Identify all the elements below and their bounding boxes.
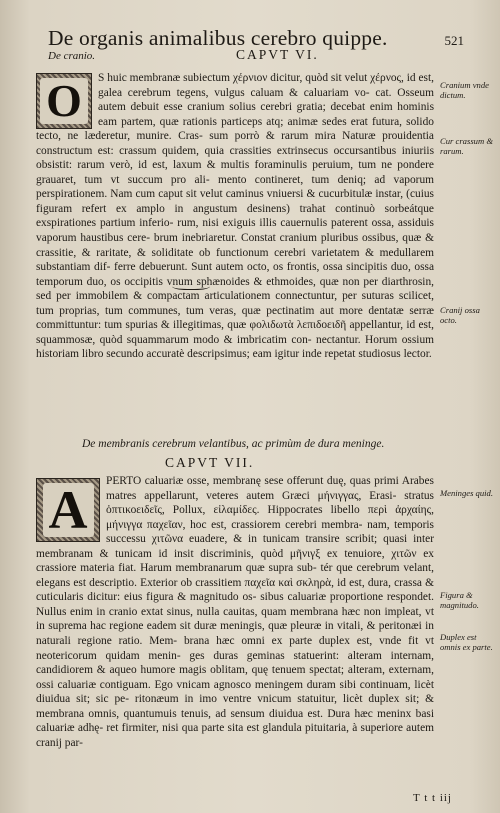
margin-note-meninges: Meninges quid. xyxy=(440,488,493,498)
text-line: ἀρχαίης, μήνιγγα παχεῖαν, hoc est, crassiorem cerebri membra- xyxy=(106,504,434,531)
text-line: decebat enim hominis eam partem, quæ rationis particeps atq; xyxy=(98,101,434,128)
chapter-heading-vi: CAPVT VI. xyxy=(236,47,319,62)
text-line: igitur inde repetat studiosus lector. xyxy=(274,348,432,361)
margin-note-ossa: Cranij ossa octo. xyxy=(440,305,480,325)
text-line: rum, nisi exiguis illis cauernulis paterent ossa, assiduis vaporum haustibus cere- xyxy=(36,217,434,245)
text-line: brum inebriaretur. Constat cranium pluribus ossibus, quæ & crassitie, & raritate, xyxy=(36,232,435,259)
text-line: sum porrò & rarum mira Naturæ prouidentia constructum est: crassum quidem, xyxy=(36,130,434,157)
text-line: ret firmiter, nisi qua parte sita est glandula pituitaria, à superiore autem cranij par- xyxy=(36,722,434,749)
text-line: duræ meningis, quæ pleuræ in vitali, & peritonæi in naturali regione ratio. Mem- xyxy=(36,620,435,648)
text-line: χέρνος, id est, galea cerebrum tegens, vulgus caluam & caluariam vo- xyxy=(98,72,434,99)
text-line: brana hæc omni ex parte duplex est, vnde fit vt neotericorum quidam menin- xyxy=(36,635,434,662)
text-line: nectantur. Horum ossium historiam libro secundo accuratè descripsimus; eam xyxy=(36,333,435,361)
initial-letter: O xyxy=(40,78,88,124)
running-head: De organis animalibus cerebro quippe. xyxy=(48,26,388,50)
margin-note-figura: Figura & magnitudo. xyxy=(440,590,479,610)
chapter-vii-text xyxy=(36,474,434,750)
text-line: καὶ σκληρὰ, id est, dura, crassa & cuticularis dicitur: eius figura & magnitudo os- xyxy=(36,576,434,604)
text-line: stratus ὀπτικοειδεῖς, Pollux, εἰλαμίδες. Hippocrates libello περὶ xyxy=(106,489,434,517)
section-subhead: De cranio. xyxy=(48,50,96,62)
text-line: quia crassities extrinsecus occursantibus iniuriis obsistit: rarum verò, id est, laxum xyxy=(36,144,435,172)
paragraph xyxy=(36,71,434,362)
text-line: mento contineret, tum deniq; ad vaporum perspirationem. Nam cum caput sit xyxy=(36,173,435,201)
signature-mark: T t t iij xyxy=(412,792,452,804)
text-line: nam, temporis successu χιτῶνα euadere, & in tunicam transire xyxy=(106,518,434,546)
text-line: serræ committuntur: tum spurias & illegitimas, quæ φολιδωτὰ λεπιδοειδῆ xyxy=(36,304,434,332)
text-line: magis oblitam, quę tenuem spectat; alteram, externam, ossi caluariæ contiguam. xyxy=(36,664,434,691)
text-line: per immobilem & compactam articulationem connectuntur, per suturas scilicet, xyxy=(56,290,434,303)
text-line: velut caminus vniuersi & cucurbitulæ instar, (cuius figuram refert ex amplo in xyxy=(36,188,434,215)
text-line: quantumuis tenuis, ad sensum diuidua est. Dura hæc meninx basi caluariæ adhę- xyxy=(36,707,434,735)
chapter-vi-text xyxy=(36,71,434,362)
decorated-initial-o xyxy=(36,73,92,129)
initial-letter: A xyxy=(43,483,94,537)
margin-note-duplex: Duplex est omnis ex parte. xyxy=(440,632,493,652)
text-line: sibus caluariæ proportione respondet. Nullus enim in cranio extat sinus, nulla xyxy=(36,591,434,618)
text-line: cauitas, quam membrana hæc non impleat, vt in suprema hac regione eadem sit xyxy=(36,605,434,633)
text-line: ferre debuerunt. Sunt autem octo, os frontis, ossa sincipitis duo, ossa temporum xyxy=(36,261,435,288)
text-line: PERTO caluariæ osse, membranę sese offerunt duę, quas primi xyxy=(106,475,402,487)
text-line: scribit; quasi inter membranam & tunicam id insit discriminis, quòd μῆνιγξ ex xyxy=(36,533,434,560)
text-line: & multis foraminulis peruium, tum ne pondere grauaret, tum vt succum pro ali- xyxy=(36,159,434,186)
margin-note-crassum: Cur crassum & rarum. xyxy=(440,136,494,156)
page-number: 521 xyxy=(444,33,464,48)
margin-note-cranium: Cranium vnde dictum. xyxy=(440,80,489,100)
text-line: animæ sedes erat futura, solido tecto, ne læderetur, munire. Cras- xyxy=(36,115,434,143)
text-line: cat. Osseum autem debuit esse cranium solius cerebri gratia; xyxy=(98,86,434,114)
chapter-vii-title: De membranis cerebrum velantibus, ac primùm de dura meninge. xyxy=(82,438,385,450)
chapter-heading-vii: CAPVT VII. xyxy=(165,455,255,470)
text-line: ges duras geminas statuerint: alteram internam, candidiorem & aqueo humore xyxy=(36,649,434,677)
handwritten-underline xyxy=(172,281,210,290)
text-line: Ego vnicam agnosco meningem duram sibi continuam, licèt diuidua sit; sic pe- xyxy=(36,678,434,706)
text-line: & soliditate ob functionum cerebri varietatem & medullarem substantiam dif- xyxy=(36,246,434,274)
text-line: angustum desinens) trahat continuò sorbeátque exspirationes partium inferio- xyxy=(36,202,434,230)
text-line: appellantur, id est, squammosæ, quòd squammarum modo & imbricatim con- xyxy=(36,319,435,346)
text-line: tér que cerebrum velant, elegans est descriptio. Exterior ob crassitiem παχεῖα xyxy=(36,562,434,589)
text-line: Arabes matres appellarunt, veteres autem Græci μήνιγγας, Erasi- xyxy=(106,475,434,502)
text-line: S huic membranæ subiectum χέρνιον dicitur, quòd sit velut xyxy=(98,72,371,84)
decorated-initial-a xyxy=(36,478,100,542)
text-line: tum proprias, tum communes, tum veras, quæ pectinatim aut more dentatæ xyxy=(36,304,410,317)
text-line: tenuiore, χιτῶν ex crassiore materia fiat. Harum membranarum quæ supra sub- xyxy=(36,547,434,575)
text-line: ritonæum in imo ventre vnicum statuitur, licèt duplex sit; & membrana omnis, xyxy=(36,693,434,720)
text-line: duo, os occipitis vnum sphænoides & ethmoides, quæ non per diarthrosin, sed xyxy=(36,275,434,303)
